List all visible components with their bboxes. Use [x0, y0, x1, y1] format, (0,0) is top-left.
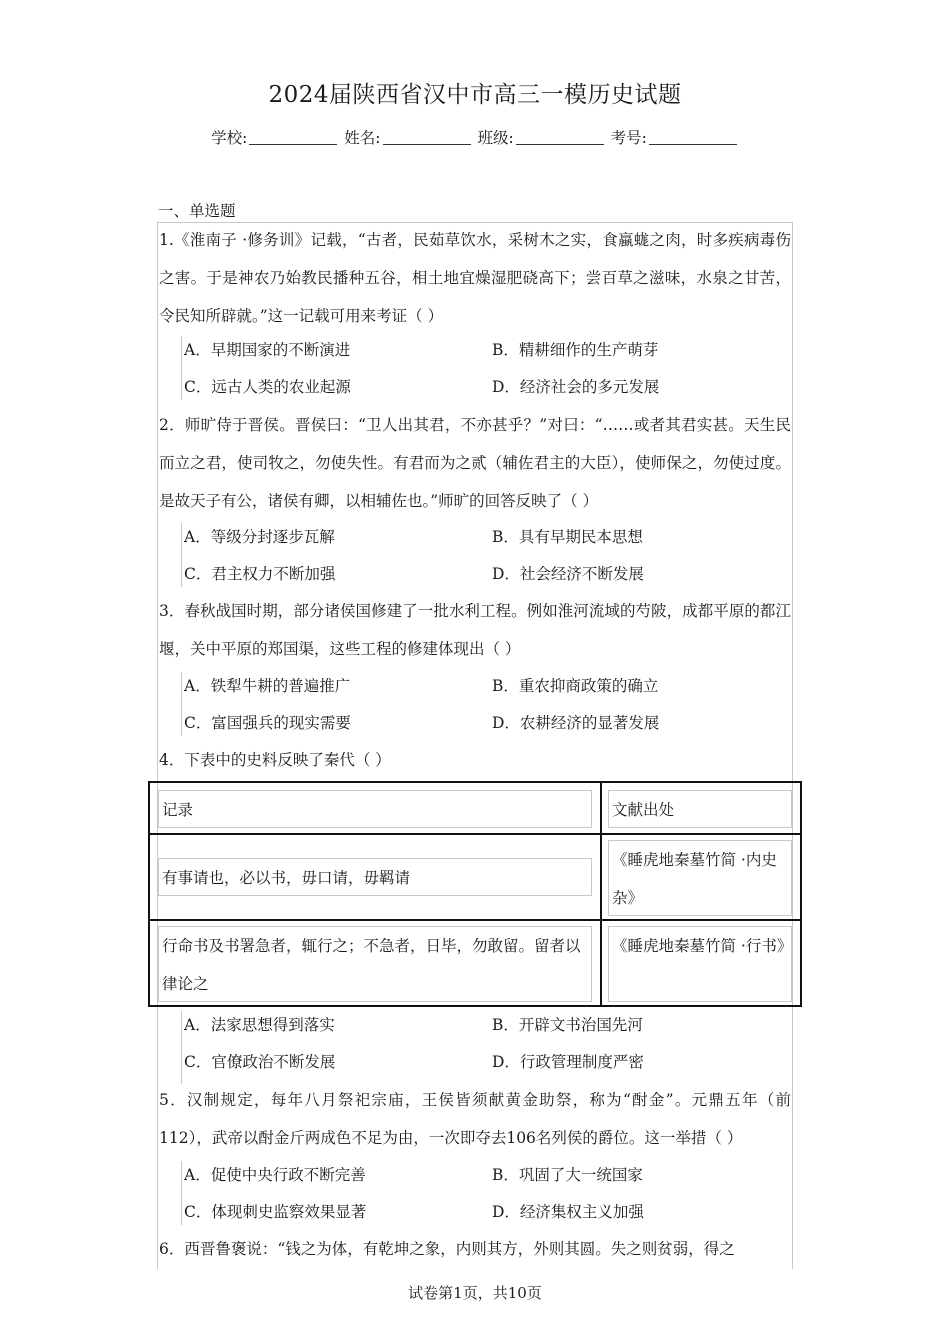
q5-option-b: B．巩固了大一统国家 — [492, 1166, 643, 1184]
question-6-text: 6．西晋鲁褒说：“钱之为体，有乾坤之象，内则其方，外则其圆。失之则贫弱，得之 — [159, 1240, 735, 1258]
table-divider — [150, 833, 800, 835]
student-info-line — [0, 126, 950, 148]
question-2-text: 2．师旷侍于晋侯。晋侯曰：“卫人出其君，不亦甚乎？”对曰：“……或者其君实甚。天生民而立之君，使司牧之，勿使失性。有君而为之贰（辅佐君主的大臣），使师保之，勿使过度。是故天子有公，诸侯有卿，以相辅佐也。”师旷的回答反映了（ ） — [159, 416, 791, 510]
option-gutter — [181, 523, 182, 587]
school-blank — [249, 144, 337, 145]
page-footer: 试卷第1页，共10页 — [408, 1284, 542, 1302]
name-label: 姓名: — [344, 129, 381, 147]
number-label: 考号: — [610, 129, 647, 147]
table-cell-source: 《睡虎地秦墓竹简 ·内史杂》 — [608, 840, 792, 916]
q1-option-d: D．经济社会的多元发展 — [492, 378, 660, 396]
name-blank — [383, 144, 471, 145]
q2-option-a: A．等级分封逐步瓦解 — [184, 528, 335, 546]
q5-option-a: A．促使中央行政不断完善 — [184, 1166, 366, 1184]
q3-option-c: C．富国强兵的现实需要 — [184, 714, 351, 732]
class-label: 班级: — [477, 129, 514, 147]
option-gutter — [181, 1011, 182, 1084]
question-5-text: 5．汉制规定，每年八月祭祀宗庙，王侯皆须献黄金助祭，称为“酎金”。元鼎五年（前112），武帝以酎金斤两成色不足为由，一次即夺去106名列侯的爵位。这一举措（ ） — [159, 1091, 791, 1147]
number-blank — [649, 144, 737, 145]
table-divider — [150, 919, 800, 921]
q4-option-b: B．开辟文书治国先河 — [492, 1016, 643, 1034]
source-table — [148, 781, 802, 1007]
table-header-record: 记录 — [158, 790, 592, 828]
table-cell-source: 《睡虎地秦墓竹简 ·行书》 — [608, 926, 792, 1002]
option-gutter — [181, 672, 182, 736]
q3-option-d: D．农耕经济的显著发展 — [492, 714, 660, 732]
option-gutter — [181, 1161, 182, 1225]
q4-option-a: A．法家思想得到落实 — [184, 1016, 335, 1034]
q3-option-a: A．铁犁牛耕的普遍推广 — [184, 677, 351, 695]
class-blank — [516, 144, 604, 145]
table-header-source: 文献出处 — [608, 790, 792, 828]
q1-option-c: C．远古人类的农业起源 — [184, 378, 351, 396]
table-divider — [600, 783, 602, 1005]
q3-option-b: B．重农抑商政策的确立 — [492, 677, 659, 695]
school-label: 学校: — [211, 129, 248, 147]
q1-option-a: A．早期国家的不断演进 — [184, 341, 351, 359]
question-3-text: 3．春秋战国时期，部分诸侯国修建了一批水利工程。例如淮河流域的芍陂，成都平原的都江堰，关中平原的郑国渠，这些工程的修建体现出（ ） — [159, 602, 791, 658]
q5-option-d: D．经济集权主义加强 — [492, 1203, 644, 1221]
q2-option-b: B．具有早期民本思想 — [492, 528, 643, 546]
q2-option-d: D．社会经济不断发展 — [492, 565, 644, 583]
table-cell-record: 行命书及书署急者，辄行之；不急者，日毕，勿敢留。留者以律论之 — [158, 926, 592, 1002]
question-4-text: 4．下表中的史料反映了秦代（ ） — [159, 751, 391, 769]
question-1-text: 1.《淮南子 ·修务训》记载，“古者，民茹草饮水，采树木之实，食蠃蛖之肉，时多疾病毒伤之害。于是神农乃始教民播种五谷，相土地宜燥湿肥硗高下；尝百草之滋味，水泉之甘苦，令民知所辟就。”这一记载可用来考证（ ） — [159, 231, 791, 325]
q4-option-c: C．官僚政治不断发展 — [184, 1053, 336, 1071]
exam-title: 2024届陕西省汉中市高三一模历史试题 — [268, 82, 682, 108]
table-cell-record: 有事请也，必以书，毋口请，毋羁请 — [158, 858, 592, 896]
option-gutter — [181, 336, 182, 400]
section-heading: 一、单选题 — [158, 202, 236, 220]
q5-option-c: C．体现刺史监察效果显著 — [184, 1203, 367, 1221]
q4-option-d: D．行政管理制度严密 — [492, 1053, 644, 1071]
q1-option-b: B．精耕细作的生产萌芽 — [492, 341, 659, 359]
q2-option-c: C．君主权力不断加强 — [184, 565, 336, 583]
